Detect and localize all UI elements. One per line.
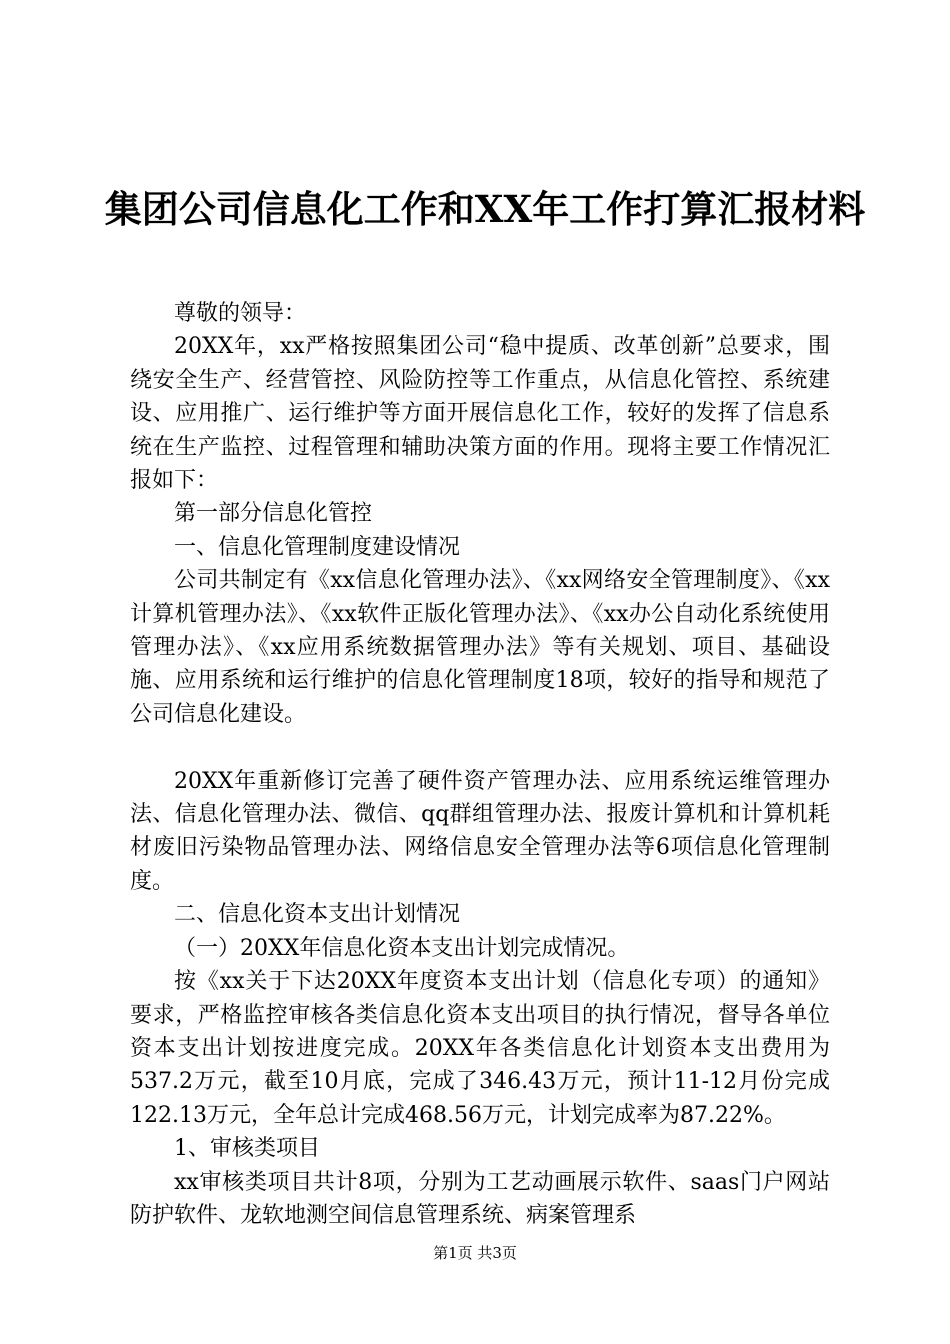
- document-title: 集团公司信息化工作和XX年工作打算汇报材料: [104, 187, 866, 231]
- paragraph-regulations: 公司共制定有《xx信息化管理办法》、《xx网络安全管理制度》、《xx计算机管理办法》、《xx软件正版化管理办法》、《xx办公自动化系统使用管理办法》、《xx应用系统数据管理办法》等有关规划、项目、基础设施、应用系统和运行维护的信息化管理制度18项，较好的指导和规范了公司信息化建设。: [130, 568, 830, 727]
- paragraph-capital-expenditure: 按《xx关于下达20XX年度资本支出计划（信息化专项）的通知》要求，严格监控审核各类信息化资本支出项目的执行情况，督导各单位资本支出计划按进度完成。20XX年各类信息化计划资本支出费用为537.2万元，截至10月底，完成了346.43万元，预计11-12月份完成122.13万元，全年总计完成468.56万元，计划完成率为87.22%。: [130, 969, 830, 1128]
- paragraph-audit-projects: xx审核类项目共计8项，分别为工艺动画展示软件、saas门户网站防护软件、龙软地测空间信息管理系统、病案管理系: [130, 1169, 830, 1228]
- salutation: 尊敬的领导：: [174, 301, 307, 326]
- page-footer: 第1页 共3页: [433, 1244, 517, 1262]
- sub-item-heading: （一）20XX年信息化资本支出计划完成情况。: [174, 935, 630, 961]
- subsection-heading: 二、信息化资本支出计划情况: [174, 902, 461, 928]
- paragraph-intro: 20XX年，xx严格按照集团公司“稳中提质、改革创新”总要求，围绕安全生产、经营管控、风险防控等工作重点，从信息化管控、系统建设、应用推广、运行维护等方面开展信息化工作，较好的发挥了信息系统在生产监控、过程管理和辅助决策方面的作用。现将主要工作情况汇报如下：: [130, 334, 830, 494]
- paragraph-revisions: 20XX年重新修订完善了硬件资产管理办法、应用系统运维管理办法、信息化管理办法、微信、qq群组管理办法、报废计算机和计算机耗材废旧污染物品管理办法、网络信息安全管理办法等6项信息化管理制度。: [130, 768, 830, 894]
- section-heading: 第一部分信息化管控: [174, 501, 373, 527]
- item-heading: 1、审核类项目: [174, 1136, 320, 1162]
- subsection-heading: 一、信息化管理制度建设情况: [174, 534, 461, 560]
- document-body: [130, 297, 830, 1232]
